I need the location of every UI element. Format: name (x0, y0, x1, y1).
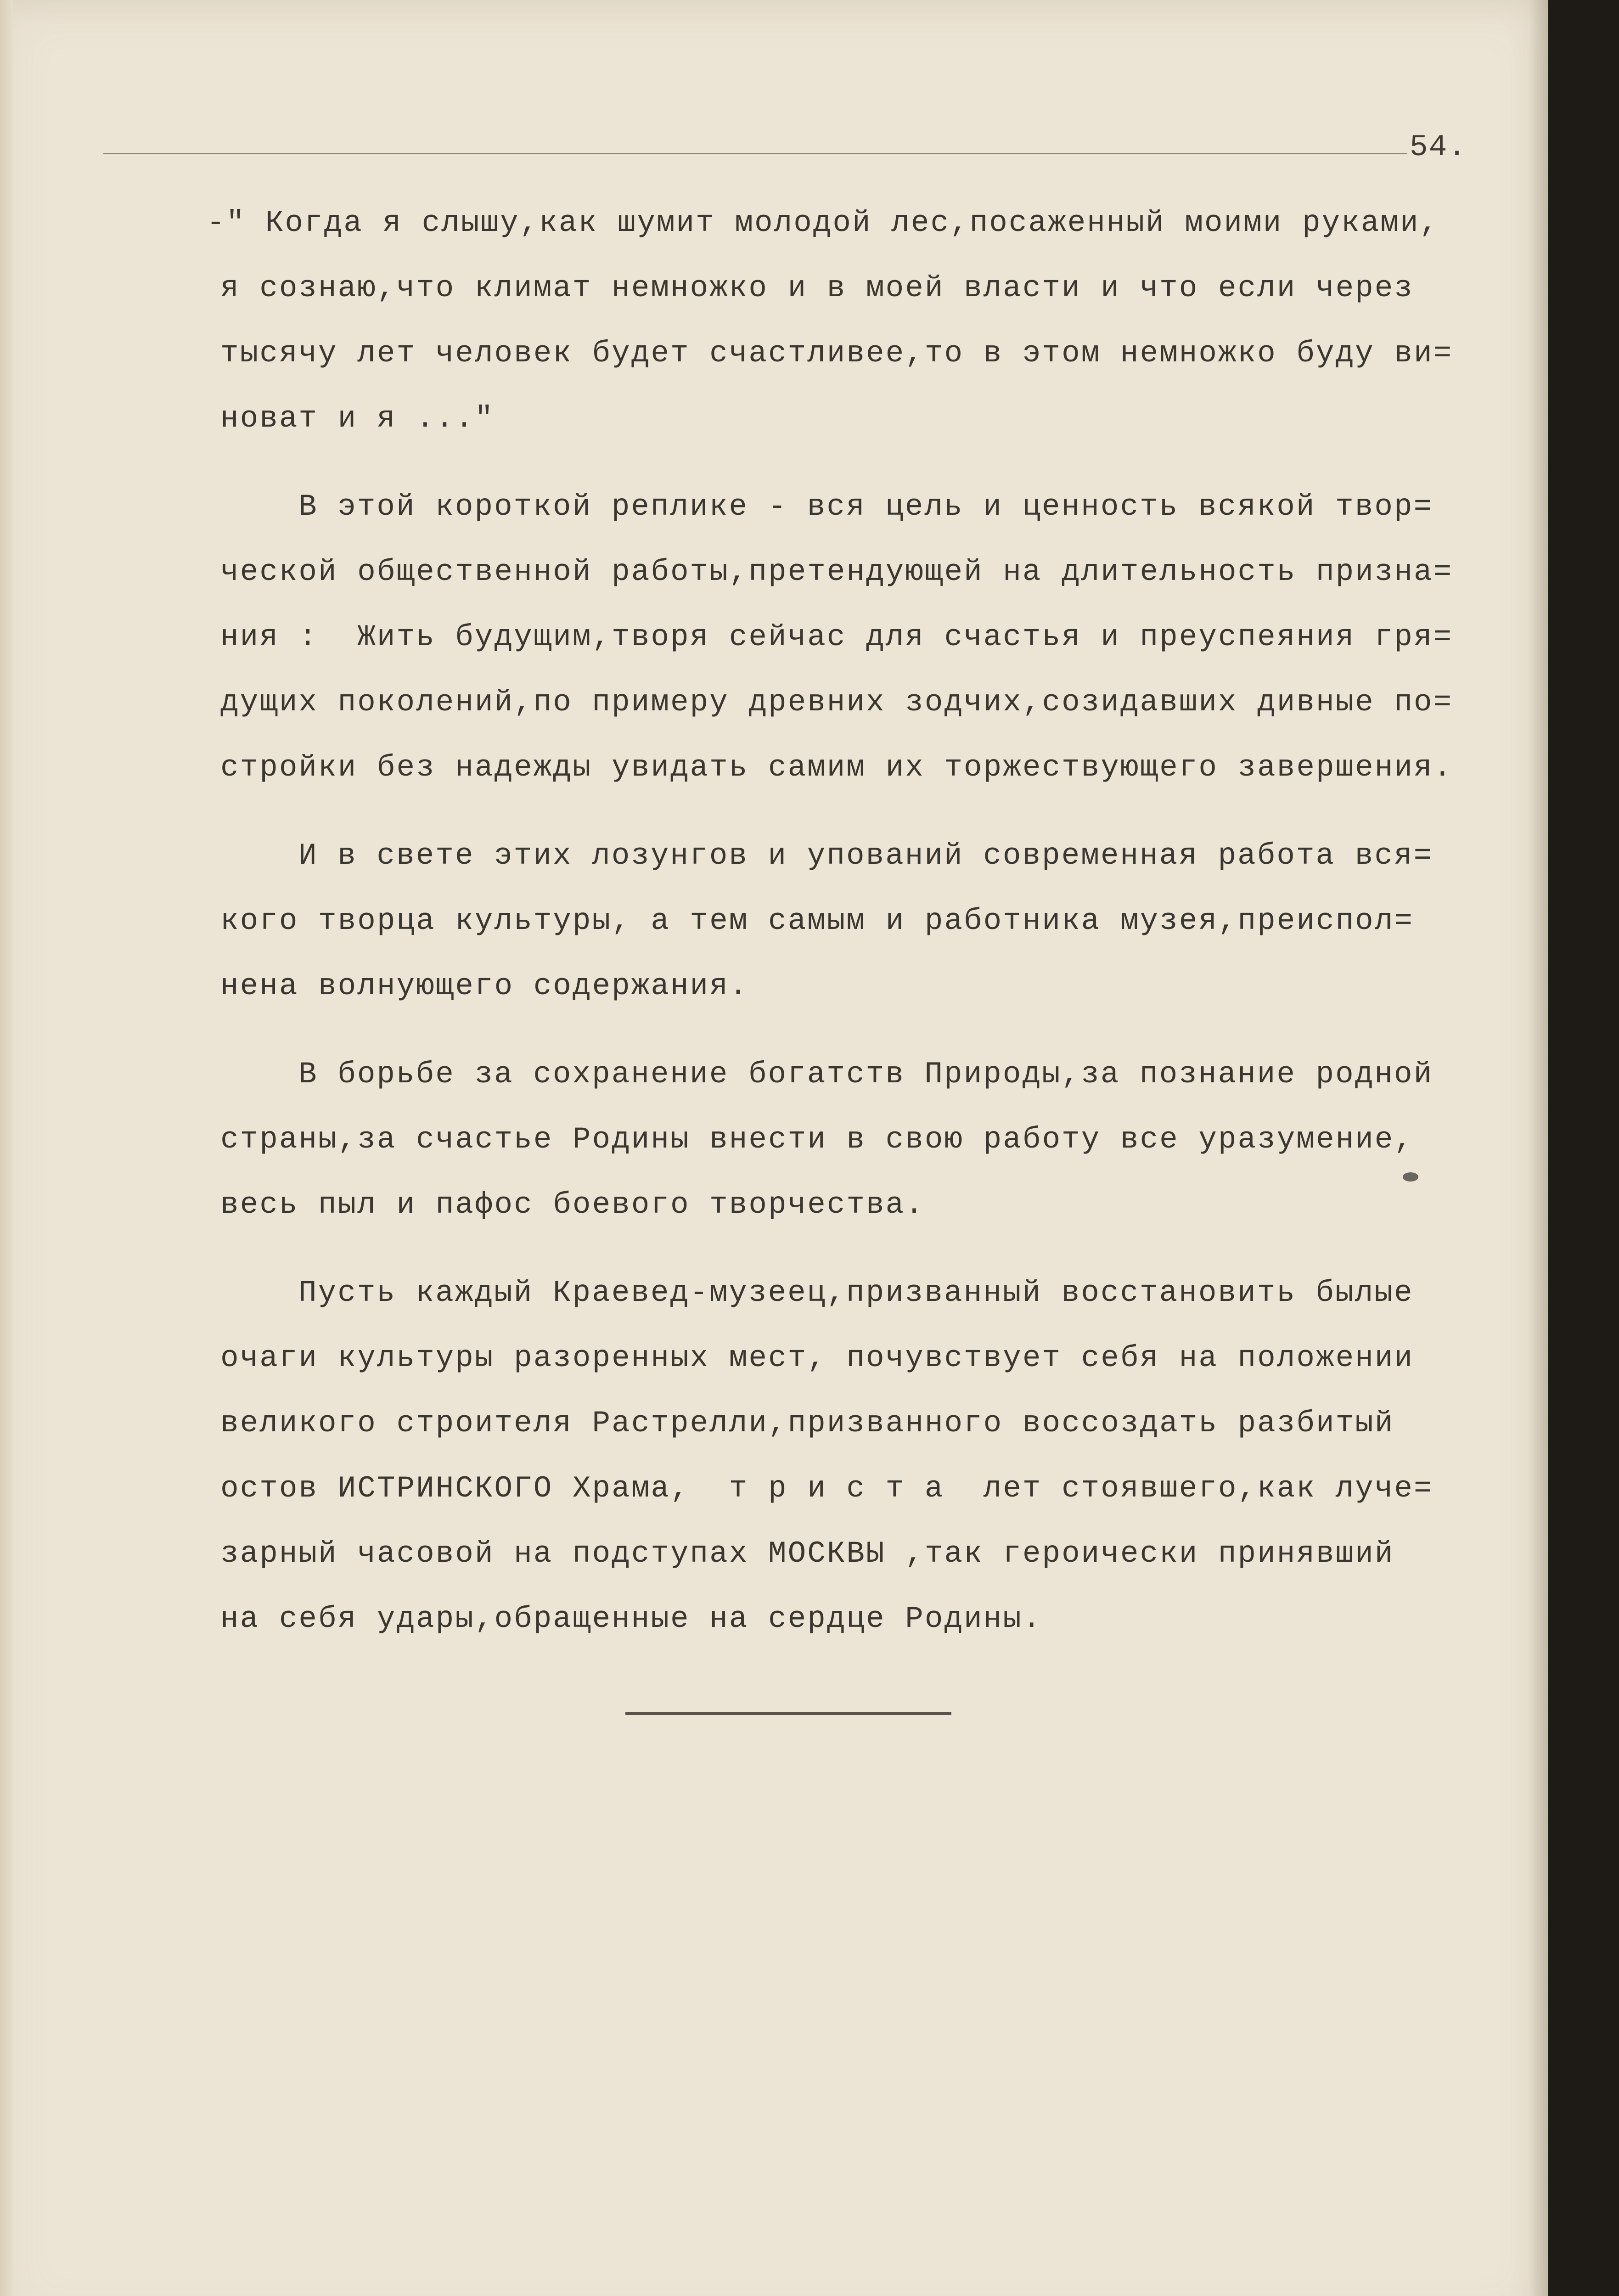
text-line: И в свете этих лозунгов и упований современная работа вся= (298, 838, 1433, 873)
paper-left-edge (0, 0, 13, 2296)
text-line: зарный часовой на подступах МОСКВЫ ,так героически принявший (220, 1536, 1394, 1571)
text-line: В борьбе за сохранение богатств Природы,за познание родной (298, 1057, 1433, 1092)
typed-body-text (207, 191, 1515, 1675)
text-line: ния : Жить будущим,творя сейчас для счастья и преуспеяния гря= (220, 620, 1453, 654)
text-line: кого творца культуры, а тем самым и работника музея,преиспол= (220, 904, 1414, 938)
text-line: великого строителя Растрелли,призванного воссоздать разбитый (220, 1406, 1414, 1441)
text-line: новат и я ..." (220, 401, 495, 436)
closing-rule (625, 1712, 951, 1715)
paragraph-struggle (220, 1042, 1515, 1238)
text-line: дущих поколений,по примеру древних зодчих,созидавших дивные по= (220, 685, 1453, 720)
text-line: -" Когда я слышу,как шумит молодой лес,посаженный моими руками, (207, 206, 1439, 240)
paragraph-reply (220, 474, 1515, 800)
text-line: стройки без надежды увидать самим их торжествующего завершения. (220, 750, 1453, 785)
text-line: очаги культуры разоренных мест, почувствует себя на положении (220, 1341, 1414, 1375)
ink-mark (1403, 1172, 1418, 1182)
paper-right-edge-shadow (1529, 0, 1548, 2296)
text-line: нена волнующего содержания. (220, 969, 749, 1003)
header-rule (103, 153, 1407, 154)
text-line: весь пыл и пафос боевого творчества. (220, 1187, 925, 1222)
text-line: ческой общественной работы,претендующей на длительность призна= (220, 555, 1453, 589)
page-number: 54. (1410, 130, 1467, 164)
paragraph-museum-worker (220, 1261, 1515, 1652)
paragraph-slogans (220, 823, 1515, 1019)
text-line: я сознаю,что климат немножко и в моей власти и что если через (220, 271, 1414, 305)
text-line: тысячу лет человек будет счастливее,то в этом немножко буду ви= (220, 336, 1453, 371)
text-line: на себя удары,обращенные на сердце Родины. (220, 1602, 1042, 1636)
text-line: В этой короткой реплике - вся цель и ценность всякой твор= (298, 490, 1433, 524)
paragraph-quote (207, 191, 1515, 451)
text-line: остов ИСТРИНСКОГО Храма, т р и с т а лет стоявшего,как луче= (220, 1471, 1433, 1506)
text-line: Пусть каждый Краевед-музеец,призванный восстановить былые (298, 1276, 1414, 1310)
text-line: страны,за счастье Родины внести в свою работу все уразумение, (220, 1122, 1414, 1157)
